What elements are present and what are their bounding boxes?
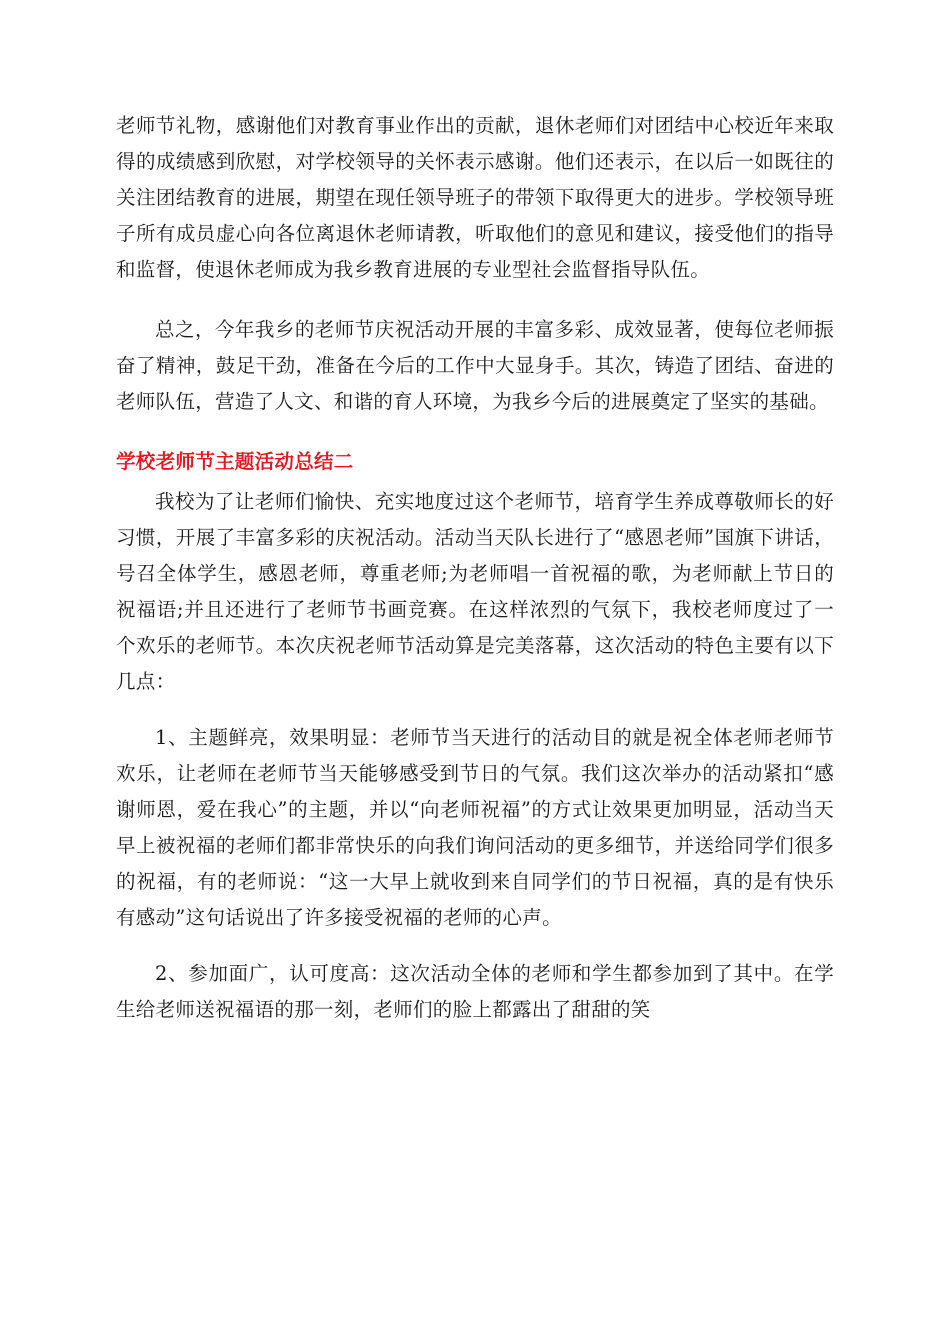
paragraph-activity-intro: 我校为了让老师们愉快、充实地度过这个老师节，培育学生养成尊敬师长的好习惯，开展了丰富多彩的庆祝活动。活动当天队长进行了“感恩老师”国旗下讲话，号召全体学生，感恩老师，尊重老师;为老师唱一首祝福的歌，为老师献上节日的祝福语;并且还进行了老师节书画竞赛。在这样浓烈的气氛下，我校老师度过了一个欢乐的老师节。本次庆祝老师节活动算是完美落幕，这次活动的特色主要有以下几点：: [116, 490, 834, 693]
paragraph-retired-teachers: 老师节礼物，感谢他们对教育事业作出的贡献，退休老师们对团结中心校近年来取得的成绩感到欣慰，对学校领导的关怀表示感谢。他们还表示，在以后一如既往的关注团结教育的进展，期望在现任领导班子的带领下取得更大的进步。学校领导班子所有成员虚心向各位离退休老师请教，听取他们的意见和建议，接受他们的指导和监督，使退休老师成为我乡教育进展的专业型社会监督指导队伍。: [116, 114, 834, 281]
document-page: [116, 108, 834, 1028]
paragraph-summary: 总之，今年我乡的老师节庆祝活动开展的丰富多彩、成效显著，使每位老师振奋了精神，鼓足干劲，准备在今后的工作中大显身手。其次，铸造了团结、奋进的老师队伍，营造了人文、和谐的育人环境，为我乡今后的进展奠定了坚实的基础。: [116, 318, 834, 413]
paragraph-point-two: 2、参加面广，认可度高：这次活动全体的老师和学生都参加到了其中。在学生给老师送祝福语的那一刻，老师们的脸上都露出了甜甜的笑: [116, 962, 834, 1021]
paragraph-point-one: 1、主题鲜亮，效果明显：老师节当天进行的活动目的就是祝全体老师老师节欢乐，让老师在老师节当天能够感受到节日的气氛。我们这次举办的活动紧扣“感谢师恩，爱在我心”的主题，并以“向老师祝福”的方式让效果更加明显，活动当天早上被祝福的老师们都非常快乐的向我们询问活动的更多细节，并送给同学们很多的祝福，有的老师说：“这一大早上就收到来自同学们的节日祝福，真的是有快乐有感动”这句话说出了许多接受祝福的老师的心声。: [116, 726, 834, 929]
section-heading: 学校老师节主题活动总结二: [116, 450, 354, 473]
